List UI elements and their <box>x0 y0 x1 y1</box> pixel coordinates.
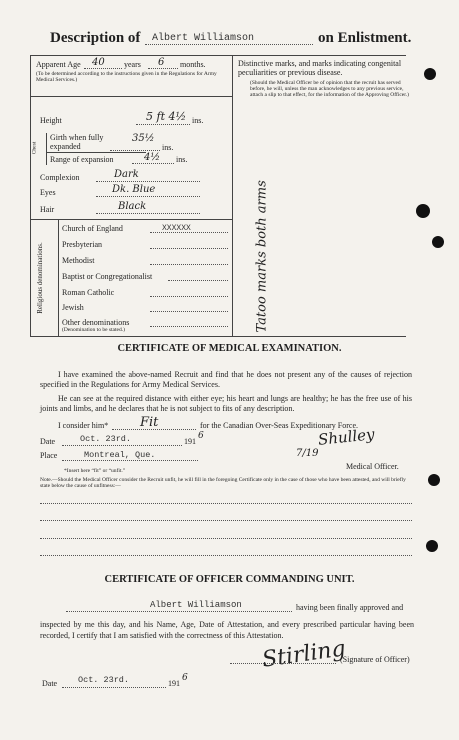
range-value: 4½ <box>144 152 161 163</box>
medical-para2: He can see at the required distance with either eye; his heart and lungs are healthy; he has the free use of his joints and limbs, and he declares that he is not subject to fits of any description. <box>40 394 412 413</box>
consider-label: I consider him* <box>58 421 109 430</box>
religion-methodist: Methodist <box>62 256 95 265</box>
title-left: Description of <box>50 30 141 46</box>
religion-church-of-england: Church of England <box>62 224 123 233</box>
place-label: Place <box>40 451 58 460</box>
religion-baptist: Baptist or Congregationalist <box>62 272 153 281</box>
consider-tail: for the Canadian Over-Seas Expeditionary Force. <box>200 421 359 430</box>
hair-label: Hair <box>40 205 55 214</box>
months-label: months. <box>180 60 206 69</box>
title-right: on Enlistment. <box>318 30 412 46</box>
medical-year-suffix: 6 <box>198 431 204 441</box>
complexion-label: Complexion <box>40 173 80 182</box>
medical-initials: 7/19 <box>296 448 319 459</box>
religion-presbyterian: Presbyterian <box>62 240 102 249</box>
unfit-line <box>40 503 412 504</box>
unfit-line <box>40 520 412 521</box>
officer-para: inspected by me this day, and his Name, Age, Date of Attestation, and every prescribed particular having been recorded, I certify that I am satisfied with the correctness of this Attestation. <box>40 620 414 640</box>
other-note: (Denomination to be stated.) <box>62 327 125 333</box>
range-label: Range of expansion <box>50 155 114 164</box>
eyes-label: Eyes <box>40 188 56 197</box>
marks-note: (Should the Medical Officer be of opinion that the recruit has served before, he will, unless the man acknowledges to any previous service, attach a slip to that effect, for the information of the Approving Officer.) <box>250 80 409 98</box>
punch-hole <box>432 236 444 248</box>
girth-label: Girth when fully expanded <box>50 133 104 151</box>
unfit-line <box>40 538 412 539</box>
fit-value: Fit <box>140 415 159 430</box>
age-years: 40 <box>92 57 105 68</box>
hair-value: Black <box>118 201 147 212</box>
medical-signature: Shulley <box>317 425 376 449</box>
age-months: 6 <box>158 57 165 68</box>
eyes-value: Dk. Blue <box>112 184 156 195</box>
punch-hole <box>428 474 440 486</box>
range-unit: ins. <box>176 155 188 164</box>
marks-heading: Distinctive marks, and marks indicating congenital peculiarities or previous disease. <box>238 59 402 77</box>
girth-value: 35½ <box>132 133 155 144</box>
punch-hole <box>424 68 436 80</box>
officer-year-suffix: 6 <box>182 673 188 683</box>
height-value: 5 ft 4½ <box>146 110 187 123</box>
officer-signature: Stirling <box>260 636 348 673</box>
officer-sig-label: (Signature of Officer) <box>340 655 410 664</box>
officer-date-value: Oct. 23rd. <box>78 675 130 685</box>
officer-date-label: Date <box>42 679 58 688</box>
age-label: Apparent Age <box>36 60 81 69</box>
religion-roman-catholic: Roman Catholic <box>62 288 115 297</box>
footnote-insert: *Insert here “fit” or “unfit.” <box>64 468 126 474</box>
height-unit: ins. <box>192 116 204 125</box>
officer-name-value: Albert Williamson <box>150 600 242 610</box>
footnote-note: Note.—Should the Medical Officer consider the Recruit unfit, he will fill in the foregoing Certificate only in the case of those who have been attested, and will briefly state below the cause of unfitness:— <box>40 477 406 489</box>
officer-line1-tail: having been finally approved and <box>296 603 404 612</box>
chest-label: Chest <box>31 141 38 155</box>
medical-para1: I have examined the above-named Recruit and find that he does not present any of the causes of rejection specified in the Regulations for Army Medical Services. <box>40 370 412 389</box>
religious-label: Religious denominations. <box>36 242 44 314</box>
punch-hole <box>426 540 438 552</box>
punch-hole <box>416 204 430 218</box>
unfit-line <box>40 555 412 556</box>
age-note: (To be determined according to the instructions given in the Regulations for Army Medical Services.) <box>36 71 217 83</box>
girth-unit: ins. <box>162 143 174 152</box>
religion-other: Other denominations <box>62 318 130 327</box>
place-value: Montreal, Que. <box>84 450 156 460</box>
religion-mark: XXXXXX <box>162 224 191 233</box>
officer-heading: CERTIFICATE OF OFFICER COMMANDING UNIT. <box>104 574 355 585</box>
medical-officer-label: Medical Officer. <box>346 462 399 471</box>
medical-date-label: Date <box>40 437 56 446</box>
years-label: years <box>124 60 141 69</box>
height-label: Height <box>40 116 62 125</box>
recruit-name: Albert Williamson <box>152 33 255 44</box>
medical-heading: CERTIFICATE OF MEDICAL EXAMINATION. <box>117 343 342 354</box>
marks-value: Tatoo marks both arms <box>254 180 270 333</box>
officer-year-prefix: 191 <box>168 679 180 688</box>
complexion-value: Dark <box>114 169 139 180</box>
medical-year-prefix: 191 <box>184 437 196 446</box>
medical-date-value: Oct. 23rd. <box>80 434 132 444</box>
religion-jewish: Jewish <box>62 303 84 312</box>
